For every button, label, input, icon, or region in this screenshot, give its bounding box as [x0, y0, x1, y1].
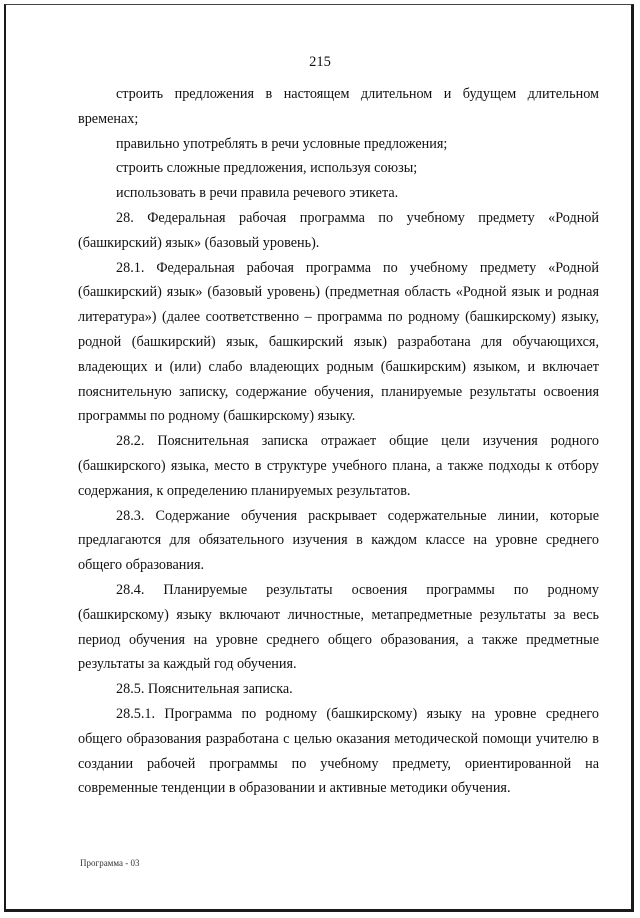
section-28-4: 28.4. Планируемые результаты освоения программы по родному (башкирскому) языку включают личностные, метапредметные результаты за весь период обучения на уровне среднего общего образования, а также предметные результаты за каждый год обучения.: [78, 581, 599, 673]
paragraph-4: использовать в речи правила речевого этикета.: [116, 185, 399, 202]
section-28-5-1: 28.5.1. Программа по родному (башкирскому) языку на уровне среднего общего образования разработана с целью оказания методической помощи учителю в создании рабочей программы по учебному предмету, ориентированной на современные тенденции в образовании и активные методики обучения.: [78, 705, 599, 797]
section-28-heading: 28. Федеральная рабочая программа по учебному предмету «Родной (башкирский) язык» (базовый уровень).: [78, 209, 599, 251]
footer-label: Программа - 03: [80, 858, 140, 868]
section-28-5: 28.5. Пояснительная записка.: [116, 681, 293, 698]
paragraph-3: строить сложные предложения, используя союзы;: [116, 160, 418, 177]
page-number: 215: [309, 54, 331, 70]
paragraph-1: строить предложения в настоящем длительном и будущем длительном временах;: [78, 86, 599, 127]
paragraph-2: правильно употреблять в речи условные предложения;: [116, 135, 448, 152]
section-28-3: 28.3. Содержание обучения раскрывает содержательные линии, которые предлагаются для обязательного изучения в каждом классе на уровне среднего общего образования.: [78, 507, 599, 574]
section-28-1: 28.1. Федеральная рабочая программа по учебному предмету «Родной (башкирский) язык» (базовый уровень) (предметная область «Родной язык и родная литература») (далее соответственно – программа по родному (башкирскому) языку, родной (башкирский) язык, башкирский язык) разработана для обучающихся, владеющих и (или) слабо владеющих родным (башкирским) языком, и включает пояснительную записку, содержание обучения, планируемые результаты освоения программы по родному (башкирскому) языку.: [78, 259, 599, 425]
document-body: [78, 82, 599, 801]
section-28-2: 28.2. Пояснительная записка отражает общие цели изучения родного (башкирского) языка, место в структуре учебного плана, а также подходы к отбору содержания, к определению планируемых результатов.: [78, 433, 599, 499]
